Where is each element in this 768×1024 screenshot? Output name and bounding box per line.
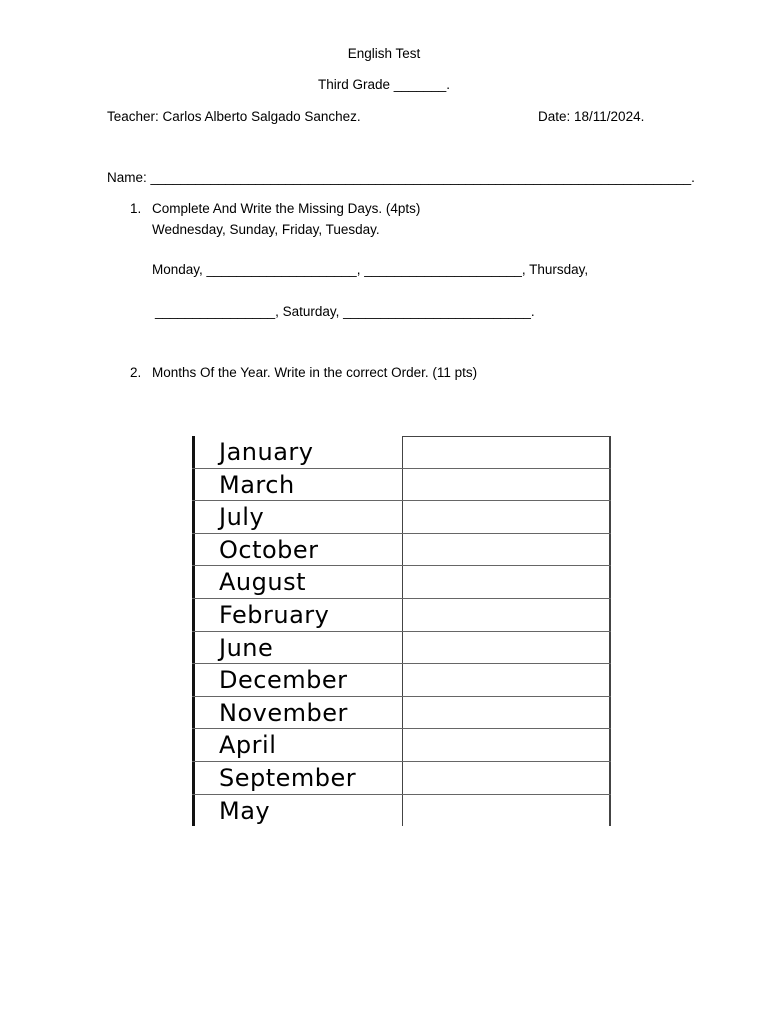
answer-cell[interactable]	[403, 566, 609, 598]
month-label: December	[219, 666, 348, 695]
answer-cell[interactable]	[403, 697, 609, 729]
teacher-line: Teacher: Carlos Alberto Salgado Sanchez.	[107, 109, 361, 124]
month-label: September	[219, 764, 357, 792]
month-label: October	[219, 535, 319, 564]
table-row	[192, 632, 611, 665]
question-1-blank-line-2: ________________, Saturday, _________________________.	[155, 304, 535, 319]
answer-cell[interactable]	[403, 469, 609, 501]
answer-cell[interactable]	[403, 501, 609, 533]
table-row	[192, 795, 611, 828]
question-2-instruction: Months Of the Year. Write in the correct Order. (11 pts)	[152, 365, 478, 380]
table-row	[192, 599, 611, 632]
table-row	[192, 566, 611, 599]
month-label: August	[219, 568, 306, 597]
answer-cell[interactable]	[403, 534, 609, 566]
months-table	[192, 436, 611, 826]
date-line: Date: 18/11/2024.	[538, 109, 645, 124]
answer-cell[interactable]	[403, 795, 609, 827]
question-1-number: 1.	[130, 201, 142, 216]
month-label: July	[219, 503, 265, 532]
month-label: April	[219, 731, 277, 760]
table-row	[192, 697, 611, 730]
answer-cell[interactable]	[403, 436, 609, 468]
table-row	[192, 729, 611, 762]
month-label: March	[219, 470, 295, 499]
test-title: English Test	[347, 46, 421, 61]
table-row	[192, 534, 611, 567]
month-label: November	[219, 698, 348, 727]
month-label: February	[219, 601, 330, 629]
answer-cell[interactable]	[403, 664, 609, 696]
table-row	[192, 762, 611, 795]
month-label: June	[219, 633, 274, 662]
question-2-number: 2.	[130, 365, 142, 380]
answer-cell[interactable]	[403, 632, 609, 664]
table-row	[192, 664, 611, 697]
answer-cell[interactable]	[403, 599, 609, 631]
answer-cell[interactable]	[403, 729, 609, 761]
table-row	[192, 469, 611, 502]
month-label: January	[219, 438, 314, 466]
question-1-instruction: Complete And Write the Missing Days. (4pts)	[152, 201, 421, 216]
month-label: May	[219, 796, 271, 825]
table-row	[192, 501, 611, 534]
question-1-blank-line-1: Monday, ____________________, _____________________, Thursday,	[152, 262, 589, 277]
table-row	[192, 436, 611, 469]
name-line: Name: ________________________________________________________________________.	[107, 170, 695, 185]
question-1-options: Wednesday, Sunday, Friday, Tuesday.	[152, 222, 380, 237]
grade-line: Third Grade _______.	[317, 77, 451, 92]
answer-cell[interactable]	[403, 762, 609, 794]
